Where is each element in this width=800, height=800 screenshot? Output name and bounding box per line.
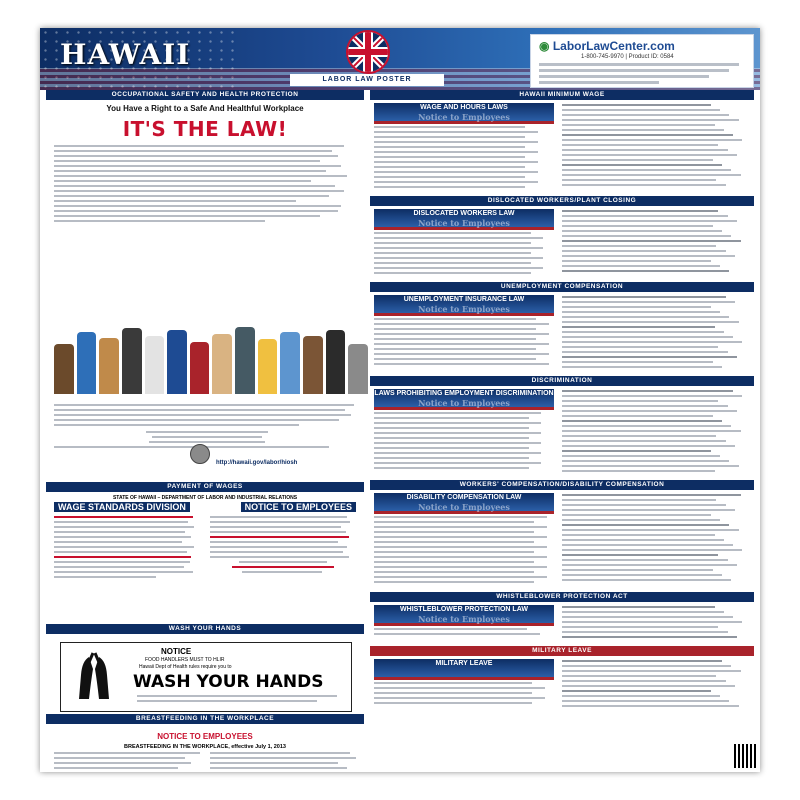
section-notice-header [374, 389, 554, 410]
handwash-sub1: FOOD HANDLERS MUST TO HLIR [145, 657, 225, 663]
section-inner-subtitle: Notice to Employees [418, 304, 510, 314]
breastfeeding-notice: NOTICE TO EMPLOYEES [157, 732, 253, 741]
section-body-text [374, 126, 554, 191]
wages-section [46, 482, 364, 584]
section-side-text [562, 104, 748, 189]
section-bar: DISCRIMINATION [370, 376, 754, 386]
section-inner-subtitle: Notice to Employees [418, 614, 510, 624]
section-bar: DISLOCATED WORKERS/PLANT CLOSING [370, 196, 754, 206]
section-notice-header [374, 659, 554, 680]
section-bar: UNEMPLOYMENT COMPENSATION [370, 282, 754, 292]
section-inner-title: DISLOCATED WORKERS LAW [413, 210, 515, 217]
section-side-text [562, 606, 748, 641]
section-side-text [562, 660, 748, 710]
right-section [370, 376, 754, 480]
poster-subtitle: LABOR LAW POSTER [290, 74, 444, 86]
section-inner-title: DISABILITY COMPENSATION LAW [406, 494, 522, 501]
left-column [46, 90, 364, 229]
osha-footnotes [54, 404, 360, 451]
section-body-text [374, 628, 554, 638]
section-body-text [374, 318, 554, 368]
breastfeeding-section [46, 714, 364, 772]
brand-phone: 1-800-745-9970 | Product ID: 0584 [581, 54, 674, 60]
breastfeeding-bar: BREASTFEEDING IN THE WORKPLACE [46, 714, 364, 724]
handwash-notice-box [60, 642, 352, 712]
handwash-bar: WASH YOUR HANDS [46, 624, 364, 634]
section-inner-title: MILITARY LEAVE [435, 660, 493, 667]
osha-headline: IT'S THE LAW! [122, 117, 288, 141]
section-inner-title: LAWS PROHIBITING EMPLOYMENT DISCRIMINATION [374, 390, 554, 397]
union-jack-flag-icon [346, 30, 390, 74]
state-title: HAWAII [60, 38, 191, 71]
section-inner-title: WAGE AND HOURS LAWS [420, 104, 508, 111]
section-bar: MILITARY LEAVE [370, 646, 754, 656]
section-body-text [374, 682, 554, 707]
section-side-text [562, 390, 748, 475]
osha-bar: OCCUPATIONAL SAFETY AND HEALTH PROTECTION [46, 90, 364, 100]
qr-code [734, 744, 758, 768]
section-bar: WHISTLEBLOWER PROTECTION ACT [370, 592, 754, 602]
section-inner-title: UNEMPLOYMENT INSURANCE LAW [403, 296, 525, 303]
osha-text [46, 141, 364, 229]
section-bar: HAWAII MINIMUM WAGE [370, 90, 754, 100]
right-section [370, 480, 754, 592]
section-notice-header [374, 605, 554, 626]
handwash-section [46, 624, 364, 634]
section-notice-header [374, 295, 554, 316]
right-section [370, 282, 754, 376]
section-bar: WORKERS' COMPENSATION/DISABILITY COMPENSATION [370, 480, 754, 490]
section-notice-header [374, 103, 554, 124]
section-notice-header [374, 493, 554, 514]
osha-url: http://hawaii.gov/labor/hiosh [216, 460, 298, 466]
wages-division: WAGE STANDARDS DIVISION [54, 502, 190, 512]
section-side-text [562, 210, 748, 275]
section-body-text [374, 412, 554, 472]
hawaii-seal-icon [190, 444, 210, 464]
section-inner-subtitle: Notice to Employees [418, 218, 510, 228]
poster-header [40, 28, 760, 90]
breastfeeding-title: BREASTFEEDING IN THE WORKPLACE, effective July 1, 2013 [124, 744, 286, 750]
section-inner-subtitle: Notice to Employees [418, 398, 510, 408]
handwash-notice: NOTICE [161, 647, 192, 656]
washing-hands-icon [67, 649, 121, 703]
right-section [370, 196, 754, 282]
workers-illustration [54, 324, 368, 394]
osha-title: You Have a Right to a Safe And Healthful Workplace [106, 104, 304, 113]
wages-bar: PAYMENT OF WAGES [46, 482, 364, 492]
wages-agency: STATE OF HAWAII – DEPARTMENT OF LABOR AND INDUSTRIAL RELATIONS [112, 495, 298, 501]
right-section [370, 90, 754, 196]
brand-box [530, 34, 754, 88]
right-section [370, 646, 754, 714]
section-body-text [374, 516, 554, 586]
wages-text [46, 513, 364, 584]
wages-notice: NOTICE TO EMPLOYEES [241, 502, 356, 512]
section-side-text [562, 296, 748, 371]
section-inner-subtitle: Notice to Employees [418, 112, 510, 122]
brand-name: ◉ LaborLawCenter.com [539, 39, 675, 53]
section-notice-header [374, 209, 554, 230]
handwash-title: WASH YOUR HANDS [133, 672, 324, 692]
right-section [370, 592, 754, 646]
section-inner-subtitle: Notice to Employees [418, 502, 510, 512]
right-column [370, 90, 754, 714]
section-side-text [562, 494, 748, 584]
labor-law-poster [40, 28, 760, 772]
section-body-text [374, 232, 554, 277]
handwash-sub2: Hawaii Dept of Health rules require you to [139, 664, 232, 670]
section-inner-title: WHISTLEBLOWER PROTECTION LAW [400, 606, 528, 613]
